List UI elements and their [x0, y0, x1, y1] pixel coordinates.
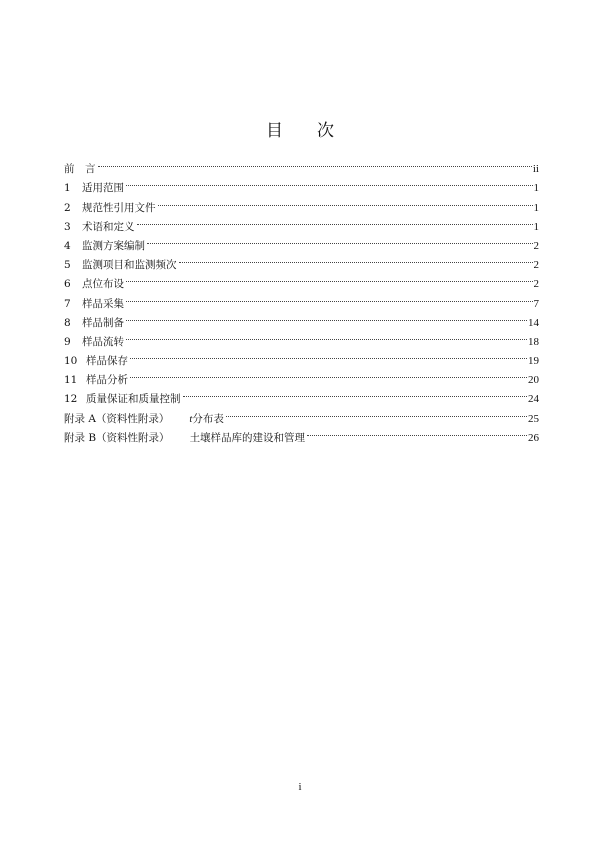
- toc-leader-dots: [179, 249, 533, 268]
- toc-page: 19: [528, 355, 539, 368]
- toc-label: 规范性引用文件: [82, 201, 156, 214]
- page-number: i: [298, 781, 302, 793]
- toc-label: 监测项目和监测频次: [82, 259, 177, 272]
- toc-leader-dots: [147, 230, 533, 249]
- toc-leader-dots: [126, 287, 533, 306]
- toc-leader-dots: [126, 172, 533, 191]
- toc-number: 4: [64, 239, 71, 252]
- toc-leader-dots: [183, 383, 528, 402]
- toc-number: 1: [64, 182, 71, 195]
- toc-page: 1: [533, 220, 539, 233]
- toc-page: 2: [533, 278, 539, 291]
- toc-entry-7[interactable]: [64, 287, 539, 310]
- toc-number: 7: [64, 297, 71, 310]
- toc-number: 12: [64, 393, 78, 406]
- toc-page: 24: [528, 393, 539, 406]
- toc-page: 1: [533, 201, 539, 214]
- toc-label: 适用范围: [82, 182, 124, 195]
- toc-page: 18: [528, 335, 539, 348]
- toc-page: 1: [533, 182, 539, 195]
- toc-number: 8: [64, 316, 71, 329]
- toc-leader-dots: [226, 402, 527, 421]
- appendix-italic-symbol: t: [189, 413, 193, 425]
- toc-label: 样品制备: [82, 316, 124, 329]
- toc-label: 土壤样品库的建设和管理: [189, 431, 306, 444]
- toc-number: 5: [64, 259, 71, 272]
- toc-page: 2: [533, 239, 539, 252]
- toc-entry-foreword[interactable]: [64, 153, 539, 176]
- toc-page: 26: [528, 431, 539, 444]
- toc-label: 样品分析: [86, 374, 128, 387]
- toc-page: 20: [528, 374, 539, 387]
- toc-entry-6[interactable]: [64, 268, 539, 291]
- toc-leader-dots: [137, 211, 533, 230]
- toc-number: 11: [64, 374, 78, 387]
- toc-entry-11[interactable]: [64, 364, 539, 387]
- toc-leader-dots: [307, 422, 527, 441]
- toc-label: 分布表: [192, 412, 224, 425]
- toc-page: 14: [528, 316, 539, 329]
- toc-page: 2: [533, 259, 539, 272]
- toc-label: 监测方案编制: [82, 239, 145, 252]
- toc-leader-dots: [130, 345, 527, 364]
- title-char-2: 次: [317, 121, 334, 141]
- toc-label: 术语和定义: [82, 220, 135, 233]
- toc-label: 前 言: [64, 163, 96, 176]
- toc-page: ii: [532, 163, 539, 176]
- toc-label: 质量保证和质量控制: [86, 393, 181, 406]
- toc-label: 样品保存: [86, 355, 128, 368]
- toc-leader-dots: [126, 268, 533, 287]
- toc-entry-2[interactable]: [64, 191, 539, 214]
- toc-entry-10[interactable]: [64, 345, 539, 368]
- toc-page: 25: [528, 412, 539, 425]
- toc-number: 10: [64, 355, 78, 368]
- toc-number: 2: [64, 201, 71, 214]
- appendix-prefix: 附录 A（资料性附录）: [64, 412, 170, 425]
- toc-entry-12[interactable]: [64, 383, 539, 406]
- toc-number: 6: [64, 278, 71, 291]
- toc-label: 样品流转: [82, 335, 124, 348]
- toc-page: 7: [533, 297, 539, 310]
- toc-number: 3: [64, 220, 71, 233]
- toc-label: 点位布设: [82, 278, 124, 291]
- toc-leader-dots: [126, 326, 527, 345]
- toc-label: 样品采集: [82, 297, 124, 310]
- table-of-contents: [64, 153, 539, 444]
- toc-leader-dots: [158, 191, 533, 210]
- toc-entry-9[interactable]: [64, 326, 539, 348]
- toc-leader-dots: [126, 307, 527, 326]
- title-char-1: 目: [266, 121, 283, 141]
- toc-leader-dots: [130, 364, 527, 383]
- page-title: [0, 116, 600, 141]
- toc-entry-8[interactable]: [64, 307, 539, 329]
- toc-leader-dots: [98, 153, 532, 172]
- toc-number: 9: [64, 335, 71, 348]
- toc-entry-1[interactable]: [64, 172, 539, 195]
- appendix-prefix: 附录 B（资料性附录）: [64, 431, 170, 444]
